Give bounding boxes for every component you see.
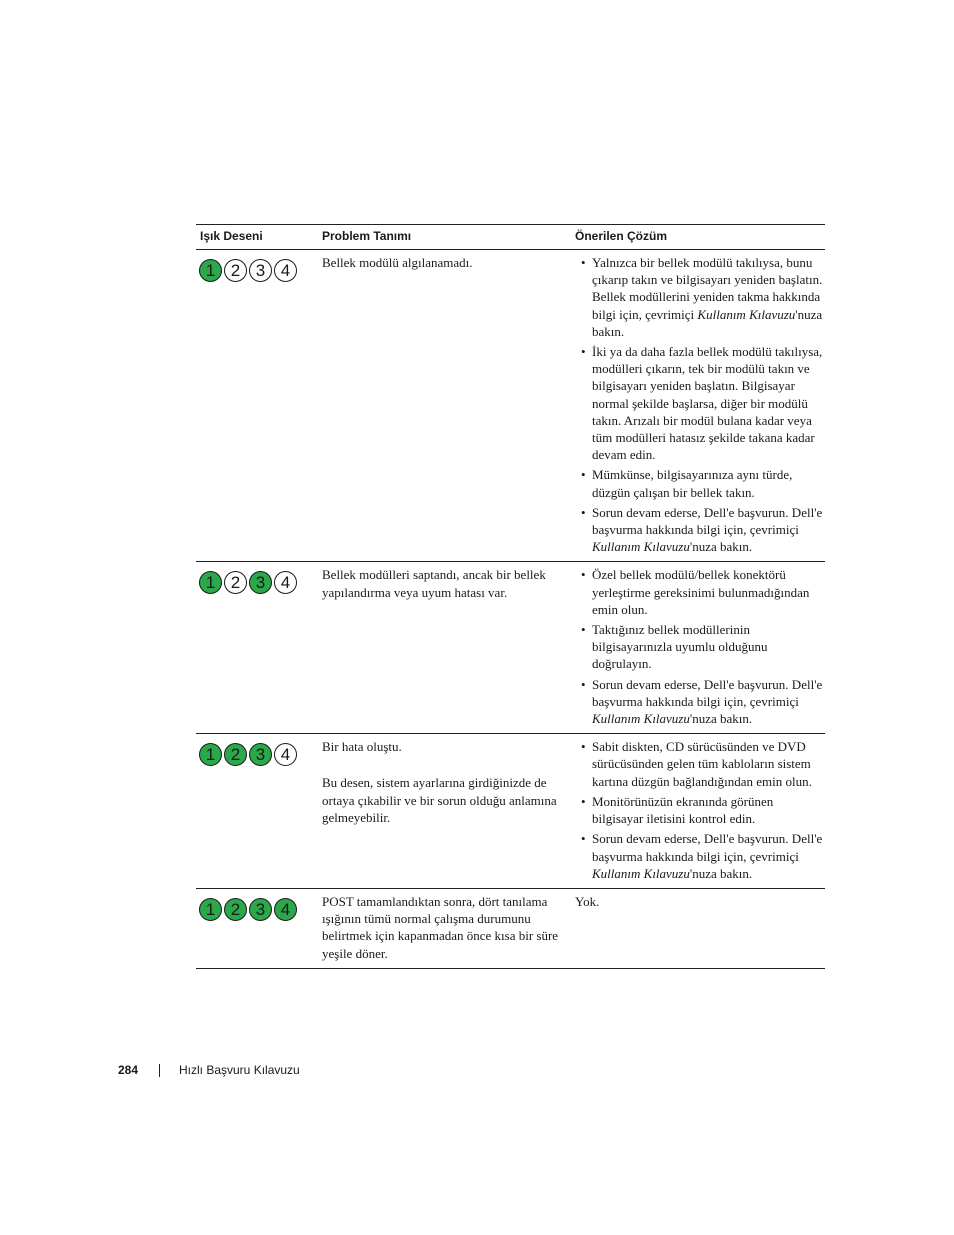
diagnostic-light-1: 1 <box>199 898 222 921</box>
list-item: • Özel bellek modülü/bellek konektörü yerleştirme gereksinimi bulunmadığından emin olun. <box>575 566 825 618</box>
diagnostic-light-1: 1 <box>199 743 222 766</box>
diagnostic-light-3: 3 <box>249 259 272 282</box>
footer-title: Hızlı Başvuru Kılavuzu <box>179 1063 300 1077</box>
problem-note: Bu desen, sistem ayarlarına girdiğinizde de ortaya çıkabilir ve bir sorun olduğu anlamına gelmeyebilir. <box>322 775 557 825</box>
diagnostic-light-2: 2 <box>224 898 247 921</box>
table-row <box>196 250 825 562</box>
diagnostic-light-1: 1 <box>199 259 222 282</box>
header-light-pattern: Işık Deseni <box>200 229 263 244</box>
problem-description: Bir hata oluştu. <box>322 739 402 755</box>
list-item: • Sorun devam ederse, Dell'e başvurun. Dell'e başvurma hakkında bilgi için, çevrimiçi Kullanım Kılavuzu'nuza bakın. <box>575 504 825 556</box>
light-pattern <box>199 259 322 282</box>
solution-text: Yok. <box>575 893 600 909</box>
table-row <box>196 889 825 969</box>
list-item: • Sorun devam ederse, Dell'e başvurun. Dell'e başvurma hakkında bilgi için, çevrimiçi Kullanım Kılavuzu'nuza bakın. <box>575 830 825 882</box>
problem-description: Bellek modülü algılanamadı. <box>322 255 473 270</box>
diagnostic-light-1: 1 <box>199 571 222 594</box>
problem-description: Bellek modülleri saptandı, ancak bir bellek yapılandırma veya uyum hatası var. <box>322 567 546 600</box>
table-header <box>196 225 825 250</box>
diagnostic-light-2: 2 <box>224 259 247 282</box>
page-footer <box>118 1063 300 1077</box>
header-solution: Önerilen Çözüm <box>575 229 668 244</box>
list-item: • Sabit diskten, CD sürücüsünden ve DVD sürücüsünden gelen tüm kabloların sistem kartına düzgün bağlandığından emin olun. <box>575 738 825 790</box>
list-item: • Sorun devam ederse, Dell'e başvurun. Dell'e başvurma hakkında bilgi için, çevrimiçi Kullanım Kılavuzu'nuza bakın. <box>575 676 825 728</box>
diagnostic-light-4: 4 <box>274 259 297 282</box>
diagnostic-lights-table <box>196 224 825 969</box>
diagnostic-light-4: 4 <box>274 743 297 766</box>
diagnostic-light-3: 3 <box>249 571 272 594</box>
list-item: • İki ya da daha fazla bellek modülü takılıysa, modülleri çıkarın, tek bir modülü takın ve bilgisayarı yeniden başlatın. Bilgisayar normal şekilde başlarsa, diğer bir modülü takın. Arızalı bir modül bulana kadar veya tüm modülleri hatasız şekilde takana kadar devam edin. <box>575 343 825 463</box>
header-problem: Problem Tanımı <box>322 229 412 244</box>
diagnostic-light-3: 3 <box>249 898 272 921</box>
table-row <box>196 734 825 889</box>
list-item: • Taktığınız bellek modüllerinin bilgisayarınızla uyumlu olduğunu doğrulayın. <box>575 621 825 673</box>
solution-list <box>575 566 825 727</box>
diagnostic-light-2: 2 <box>224 571 247 594</box>
list-item: • Monitörünüzün ekranında görünen bilgisayar iletisini kontrol edin. <box>575 793 825 827</box>
light-pattern <box>199 898 322 921</box>
diagnostic-light-3: 3 <box>249 743 272 766</box>
table-row <box>196 562 825 734</box>
problem-description: POST tamamlandıktan sonra, dört tanılama ışığının tümü normal çalışma durumunu belirtmek için kapanmadan önce kısa bir süre yeşile döner. <box>322 893 559 961</box>
footer-divider <box>159 1064 160 1077</box>
solution-list <box>575 738 825 882</box>
diagnostic-light-4: 4 <box>274 898 297 921</box>
list-item: • Mümkünse, bilgisayarınıza aynı türde, düzgün çalışan bir bellek takın. <box>575 466 825 500</box>
page-number: 284 <box>118 1063 139 1077</box>
diagnostic-light-4: 4 <box>274 571 297 594</box>
light-pattern <box>199 743 322 766</box>
diagnostic-light-2: 2 <box>224 743 247 766</box>
list-item: • Yalnızca bir bellek modülü takılıysa, bunu çıkarıp takın ve bilgisayarı yeniden başlatın. Bellek modüllerini yeniden takma hakkında bilgi için, çevrimiçi Kullanım Kılavuzu'nuza bakın. <box>575 254 825 340</box>
light-pattern <box>199 571 322 594</box>
solution-list <box>575 254 825 555</box>
